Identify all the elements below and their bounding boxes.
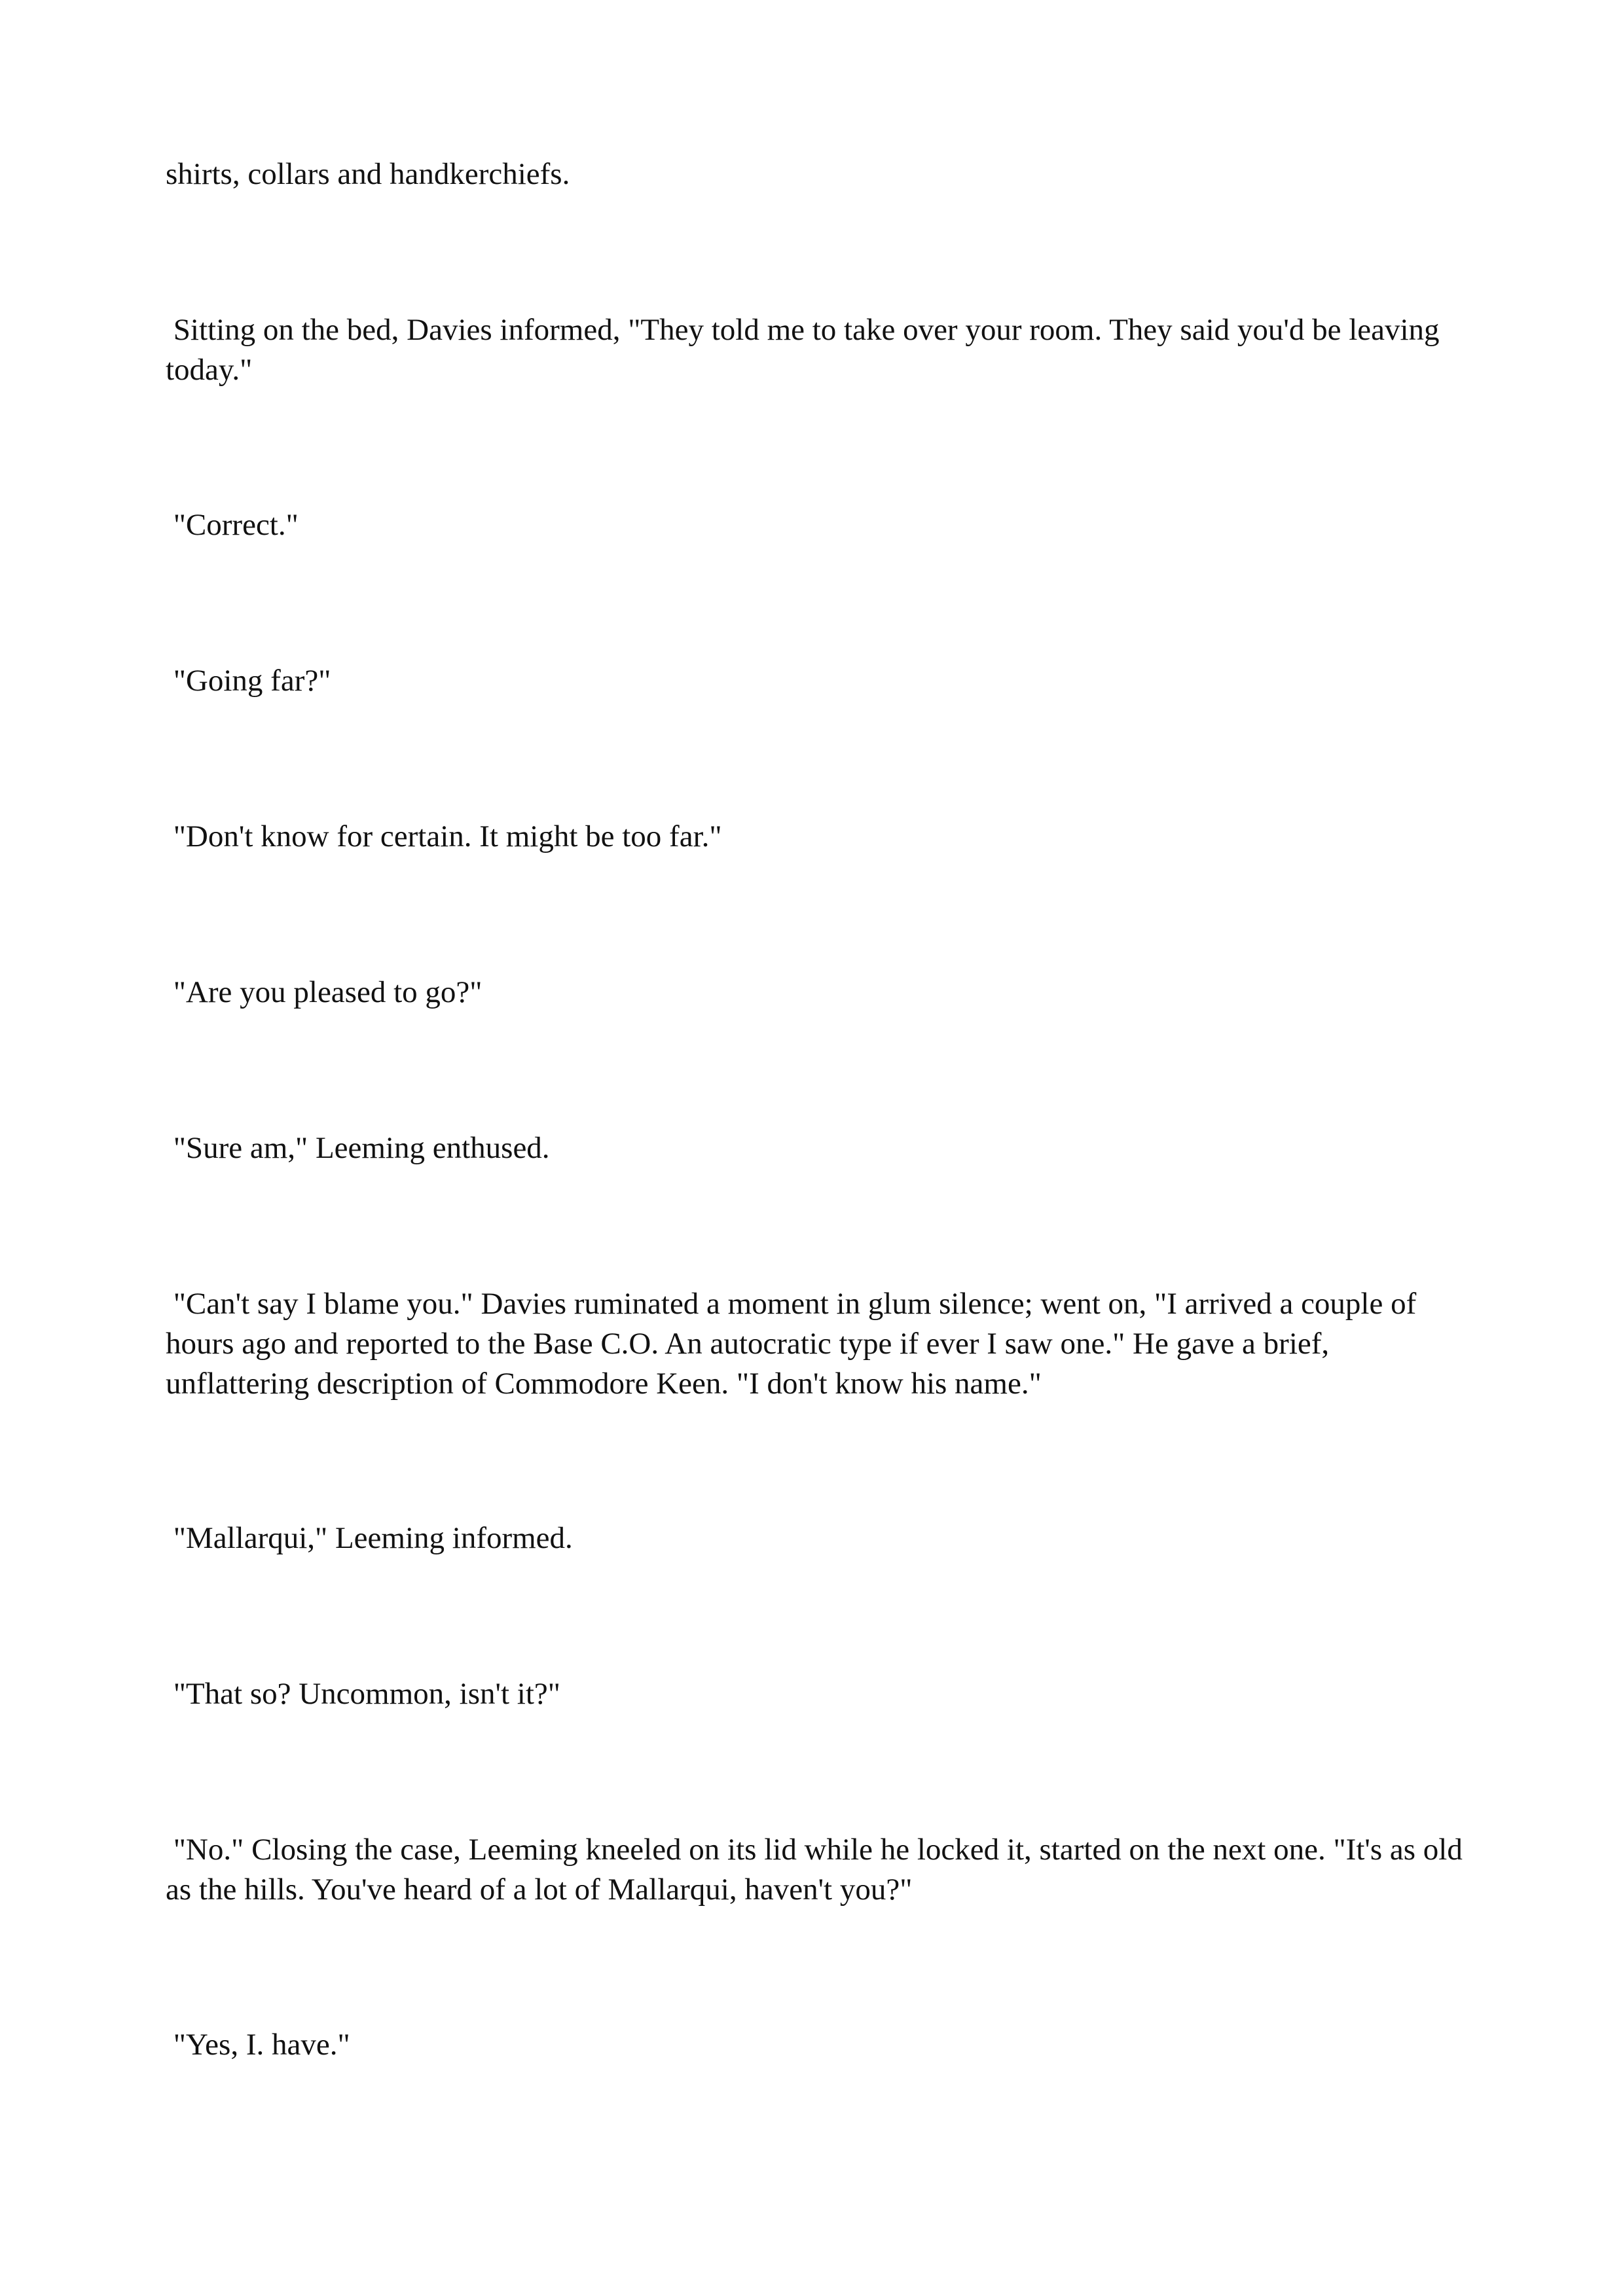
paragraph-2: Sitting on the bed, Davies informed, "They told me to take over your room. They said you'd be leaving today."	[166, 313, 1440, 387]
paragraph-9: "Mallarqui," Leeming informed.	[166, 1521, 573, 1555]
paragraph-11: "No." Closing the case, Leeming kneeled on its lid while he locked it, started on the next one. "It's as old as the hills. You've heard of a lot of Mallarqui, haven't you?"	[166, 1833, 1463, 1907]
paragraph-5: "Don't know for certain. It might be too far."	[166, 819, 722, 853]
paragraph-4: "Going far?"	[166, 664, 331, 698]
paragraph-10: "That so? Uncommon, isn't it?"	[166, 1677, 560, 1711]
paragraph-1: shirts, collars and handkerchiefs.	[166, 157, 570, 191]
paragraph-7: "Sure am," Leeming enthused.	[166, 1131, 550, 1165]
paragraph-12: "Yes, I. have."	[166, 2028, 350, 2062]
paragraph-8: "Can't say I blame you." Davies ruminated a moment in glum silence; went on, "I arrived a couple of hours ago and reported to the Base C.O. An autocratic type if ever I saw one." He gave a brief, unflattering description of Commodore Keen. "I don't know his name."	[166, 1287, 1417, 1401]
paragraph-3: "Correct."	[166, 508, 299, 542]
paragraph-6: "Are you pleased to go?"	[166, 975, 483, 1009]
